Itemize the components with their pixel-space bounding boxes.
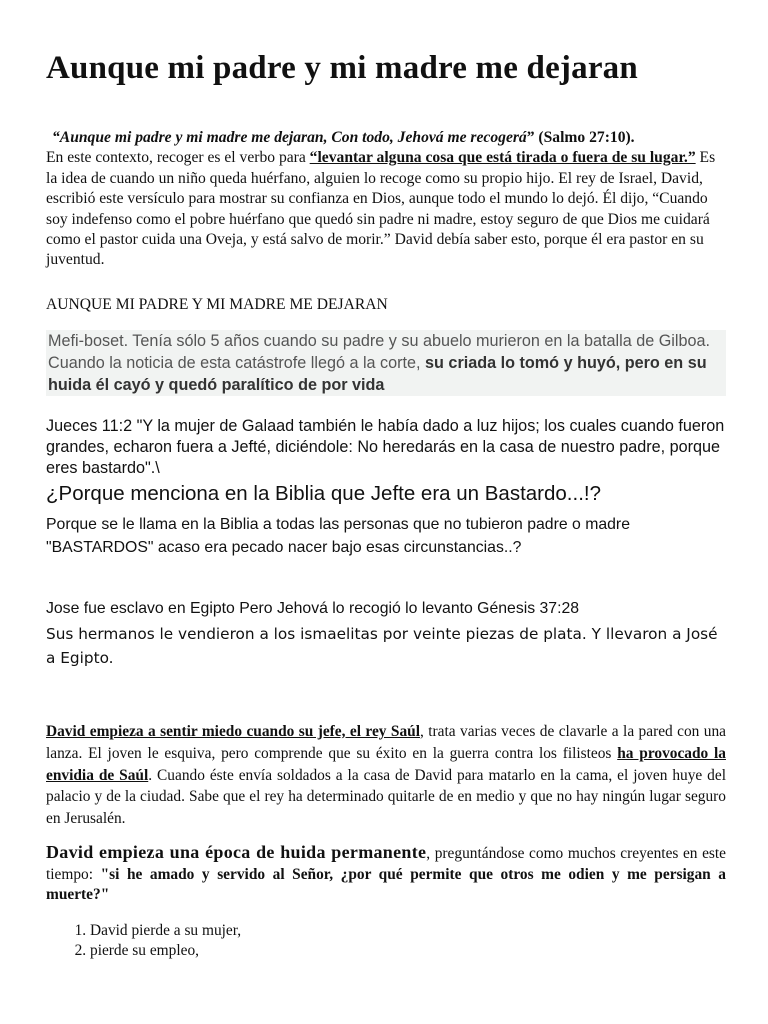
quote-open: “: [52, 129, 60, 146]
list-item: 2. pierde su empleo,: [90, 941, 241, 961]
intro-text-2: Es la idea de cuando un niño queda huérfano, alguien lo recoge como su propio hijo. El rey de Israel, David, escribió este versículo para mostrar su confianza en Dios, aunque todo el mundo lo dejó. Él dijo, “Cuando soy indefenso como el pobre huérfano que quedó sin padre ni madre, estoy seguro de que Dios me cuidará como el pastor cuida una Oveja, y está salvo de morir.” David debía saber esto, porque él era pastor en su juventud.: [46, 149, 716, 269]
list-item: 1. David pierde a su mujer,: [90, 921, 241, 941]
intro-underlined: “levantar alguna cosa que está tirada o fuera de su lugar.”: [309, 149, 696, 167]
psalm-quote: [46, 129, 527, 146]
psalm-ref: ” (Salmo 27:10).: [526, 129, 635, 146]
jose-line-2: Sus hermanos le vendieron a los ismaelitas por veinte piezas de plata. Y llevaron a José a Egipto.: [46, 625, 718, 667]
mefiboset-paragraph: [46, 330, 726, 396]
david2-text: , preguntándose como muchos creyentes en este tiempo:: [46, 845, 726, 883]
david2-lead: David empieza una época de huida permanente: [46, 842, 427, 862]
mefiboset-bold: su criada lo tomó y huyó, pero en su huida él cayó y quedó paralítico de por vida: [48, 354, 707, 394]
david-paragraph-1: [46, 721, 726, 830]
quote-text: Aunque mi padre y mi madre me dejaran, Con todo, Jehová me recogerá: [59, 129, 527, 146]
page-title: Aunque mi padre y mi madre me dejaran: [46, 50, 638, 86]
mefiboset-text: Mefi-boset. Tenía sólo 5 años cuando su padre y su abuelo murieron en la batalla de Gilboa. Cuando la noticia de esta catástrofe llegó a la corte,: [48, 332, 711, 372]
intro-paragraph: [46, 128, 726, 271]
intro-text-1: En este contexto, recoger es el verbo para: [46, 149, 310, 167]
question-line: ¿Porque menciona en la Biblia que Jefte era un Bastardo...!?: [46, 482, 601, 505]
david1-text-2: . Cuando éste envía soldados a la casa de David para matarlo en la cama, el joven huye del palacio y de la ciudad. Sabe que el rey ha determinado quitarle de en medio y que no hay ningún lugar seguro en Jerusalén.: [46, 766, 726, 828]
david-paragraph-2: [46, 842, 726, 906]
david1-underlined-2: ha provocado la envidia de Saúl: [46, 744, 726, 784]
david1-text-1: , trata varias veces de clavarle a la pared con una lanza. El joven le esquiva, pero comprende que su éxito en la guerra contra los filisteos: [46, 723, 726, 762]
jueces-paragraph: Jueces 11:2 "Y la mujer de Galaad también le había dado a luz hijos; los cuales cuando fueron grandes, echaron fuera a Jefté, diciéndole: No heredarás en la casa de nuestro padre, porque eres bastardo".\: [46, 417, 725, 477]
because-paragraph: Porque se le llama en la Biblia a todas las personas que no tubieron padre o madre "BASTARDOS" acaso era pecado nacer bajo esas circunstancias..?: [46, 516, 630, 556]
david1-underlined-1: David empieza a sentir miedo cuando su jefe, el rey Saúl: [46, 723, 420, 740]
losses-list: [46, 921, 241, 961]
david2-quote: "si he amado y servido al Señor, ¿por qué permite que otros me odien y me persigan a muerte?": [46, 865, 727, 903]
caps-heading: AUNQUE MI PADRE Y MI MADRE ME DEJARAN: [46, 296, 388, 313]
jose-line-1: Jose fue esclavo en Egipto Pero Jehová lo recogió lo levanto Génesis 37:28: [46, 600, 580, 617]
